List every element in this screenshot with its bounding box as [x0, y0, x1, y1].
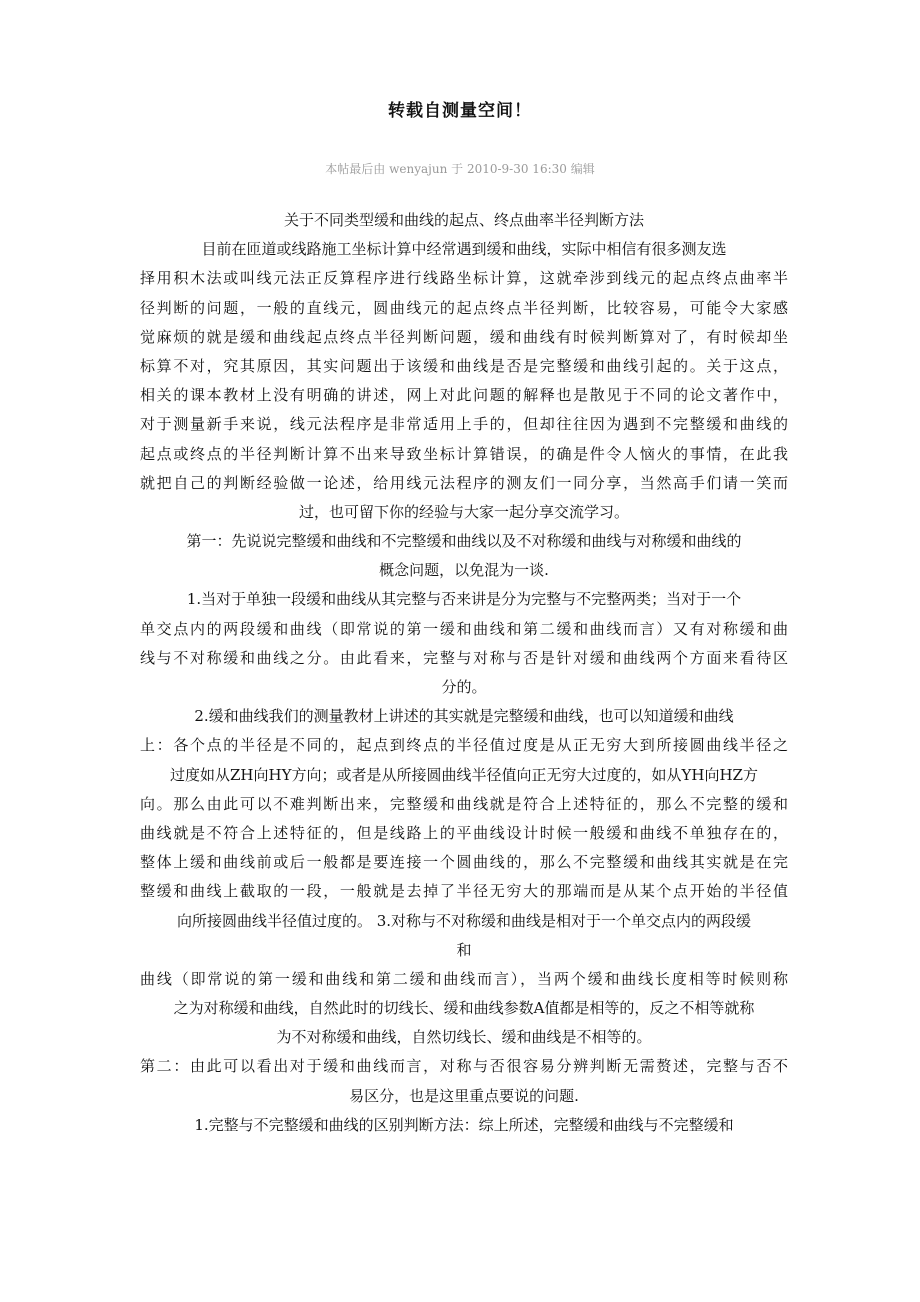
article-line: 为不对称缓和曲线，自然切线长、缓和曲线是不相等的。 — [276, 1028, 652, 1047]
article-line: 择用积木法或叫线元法正反算程序进行线路坐标计算，这就牵涉到线元的起点终点曲率半 — [140, 269, 788, 288]
article-line: 关于不同类型缓和曲线的起点、终点曲率半径判断方法 — [283, 211, 644, 229]
article-line: 就把自己的判断经验做一论述，给用线元法程序的测友们一同分享，当然高手们请一笑而 — [140, 473, 788, 492]
article-line: 上：各个点的半径是不同的，起点到终点的半径值过度是从正无穷大到所接圆曲线半径之 — [140, 736, 788, 755]
article-line: 第二：由此可以看出对于缓和曲线而言，对称与否很容易分辨判断无需赘述，完整与否不 — [140, 1057, 788, 1076]
edit-info: 本帖最后由 wenyajun 于 2010-9-30 16:30 编辑 — [325, 162, 595, 176]
page-title: 转载自测量空间！ — [388, 101, 532, 121]
article-line: 易区分，也是这里重点要说的问题. — [349, 1086, 579, 1105]
article-line: 对于测量新手来说，线元法程序是非常适用上手的，但却往往因为遇到不完整缓和曲线的 — [140, 415, 788, 434]
article-line: 相关的课本教材上没有明确的讲述，网上对此问题的解释也是散见于不同的论文著作中， — [140, 386, 788, 405]
article-line: 向所接圆曲线半径值过度的。 3.对称与不对称缓和曲线是相对于一个单交点内的两段缓 — [176, 911, 752, 930]
article-line: 1.当对于单独一段缓和曲线从其完整与否来讲是分为完整与不完整两类；当对于一个 — [186, 590, 742, 609]
article-line: 过度如从ZH向HY方向；或者是从所接圆曲线半径值向正无穷大过度的，如从YH向HZ方 — [170, 765, 758, 784]
article-line: 径判断的问题，一般的直线元，圆曲线元的起点终点半径判断，比较容易，可能令大家感 — [140, 298, 788, 317]
article-line: 起点或终点的半径判断计算不出来导致坐标计算错误，的确是件令人恼火的事情，在此我 — [140, 444, 788, 463]
article-line: 过，也可留下你的经验与大家一起分享交流学习。 — [298, 502, 629, 521]
article-line: 向。那么由此可以不难判断出来，完整缓和曲线就是符合上述特征的，那么不完整的缓和 — [140, 794, 788, 813]
article-line: 1.完整与不完整缓和曲线的区别判断方法：综上所述，完整缓和曲线与不完整缓和 — [194, 1115, 734, 1134]
article-line: 目前在匝道或线路施工坐标计算中经常遇到缓和曲线，实际中相信有很多测友选 — [201, 240, 727, 259]
article-line: 单交点内的两段缓和曲线（即常说的第一缓和曲线和第二缓和曲线而言）又有对称缓和曲 — [140, 619, 788, 638]
article-line: 曲线（即常说的第一缓和曲线和第二缓和曲线而言），当两个缓和曲线长度相等时候则称 — [140, 969, 788, 988]
article-line: 第一：先说说完整缓和曲线和不完整缓和曲线以及不对称缓和曲线与对称缓和曲线的 — [186, 532, 742, 551]
article-line: 曲线就是不符合上述特征的，但是线路上的平曲线设计时候一般缓和曲线不单独存在的， — [140, 823, 788, 842]
article-line: 之为对称缓和曲线，自然此时的切线长、缓和曲线参数A值都是相等的，反之不相等就称 — [173, 999, 755, 1018]
article-line: 整体上缓和曲线前或后一般都是要连接一个圆曲线的，那么不完整缓和曲线其实就是在完 — [140, 853, 788, 872]
article-body — [140, 206, 788, 1140]
article-line: 整缓和曲线上截取的一段，一般就是去掉了半径无穷大的那端而是从某个点开始的半径值 — [140, 882, 788, 901]
article-line: 线与不对称缓和曲线之分。由此看来，完整与对称与否是针对缓和曲线两个方面来看待区 — [140, 648, 788, 667]
article-line: 和 — [456, 940, 472, 959]
article-line: 概念问题，以免混为一谈. — [379, 561, 549, 580]
article-line: 2.缓和曲线我们的测量教材上讲述的其实就是完整缓和曲线，也可以知道缓和曲线 — [194, 707, 734, 726]
article-line: 标算不对，究其原因，其实问题出于该缓和曲线是否是完整缓和曲线引起的。关于这点， — [140, 356, 788, 375]
article-line: 分的。 — [441, 678, 487, 696]
article-line: 觉麻烦的就是缓和曲线起点终点半径判断问题，缓和曲线有时候判断算对了，有时候却坐 — [140, 327, 788, 346]
